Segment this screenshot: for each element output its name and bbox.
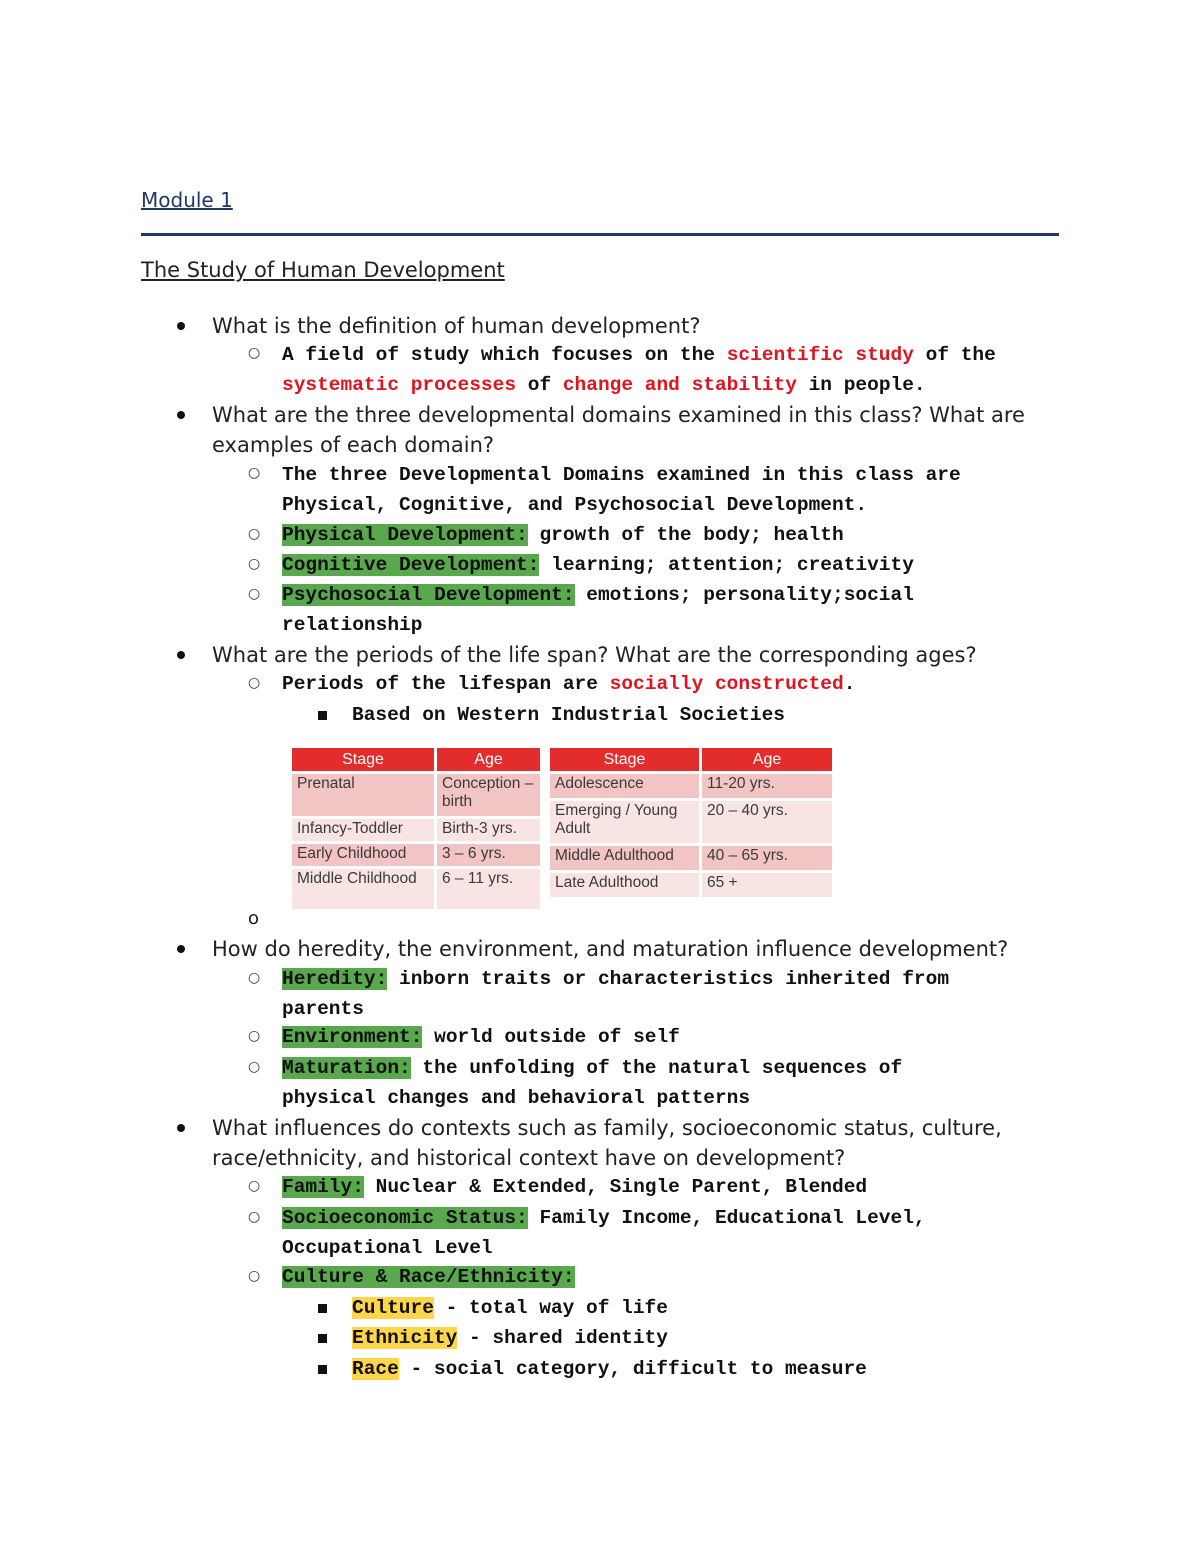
bullet-dot — [177, 411, 185, 419]
bullet-circle: ○ — [248, 1028, 261, 1044]
bullet-square — [318, 1304, 327, 1313]
bullet-circle: ○ — [248, 1059, 261, 1075]
table-row: Adolescence 11-20 yrs. — [550, 774, 832, 798]
bullet-square — [318, 1365, 327, 1374]
maturation-item: Maturation: the unfolding of the natural sequences of physical changes and behavioral patterns — [282, 1057, 914, 1109]
bullet-square — [318, 1334, 327, 1343]
module-heading: Module 1 — [141, 188, 233, 212]
bullet-circle: ○ — [248, 1268, 261, 1284]
col-stage: Stage — [550, 748, 699, 771]
question-3: What are the periods of the life span? What are the corresponding ages? — [212, 643, 977, 667]
table-row: Late Adulthood 65 + — [550, 873, 832, 897]
culture-sub: Culture - total way of life — [352, 1297, 668, 1319]
question-2: What are the three developmental domains examined in this class? What are examples of each domain? — [212, 403, 1025, 457]
section-title: The Study of Human Development — [141, 258, 505, 282]
heading-divider — [141, 233, 1059, 236]
race-sub: Race - social category, difficult to measure — [352, 1358, 867, 1380]
table-row: Middle Childhood 6 – 11 yrs. — [292, 869, 540, 909]
col-age: Age — [702, 748, 832, 771]
bullet-circle: ○ — [248, 526, 261, 542]
answer-3-sub: Based on Western Industrial Societies — [352, 704, 785, 726]
bullet-circle: ○ — [248, 556, 261, 572]
bullet-circle: ○ — [248, 675, 261, 691]
bullet-circle: ○ — [248, 1178, 261, 1194]
lifespan-table-right — [547, 745, 835, 900]
bullet-circle: ○ — [248, 345, 261, 361]
bullet-dot — [177, 322, 185, 330]
answer-3: Periods of the lifespan are socially constructed. — [282, 673, 856, 695]
question-5: What influences do contexts such as family, socioeconomic status, culture, race/ethnicity, and historical context have on development? — [212, 1116, 1002, 1170]
bullet-dot — [177, 651, 185, 659]
ses-item: Socioeconomic Status: Family Income, Educational Level, Occupational Level — [282, 1207, 938, 1259]
bullet-circle: ○ — [248, 465, 261, 481]
bullet-circle: ○ — [248, 1209, 261, 1225]
environment-item: Environment: world outside of self — [282, 1026, 680, 1048]
lifespan-table-left — [289, 745, 543, 912]
table-row: Infancy-Toddler Birth-3 yrs. — [292, 819, 540, 841]
table-row: Emerging / Young Adult 20 – 40 yrs. — [550, 801, 832, 843]
question-4: How do heredity, the environment, and maturation influence development? — [212, 937, 1009, 961]
answer-1: A field of study which focuses on the scientific study of the systematic processes of change and stability in people. — [282, 344, 1008, 396]
ethnicity-sub: Ethnicity - shared identity — [352, 1327, 668, 1349]
culture-race-item: Culture & Race/Ethnicity: — [282, 1266, 575, 1288]
answer-2-intro: The three Developmental Domains examined in this class are Physical, Cognitive, and Psychosocial Development. — [282, 464, 973, 516]
col-age: Age — [437, 748, 540, 771]
bullet-dot — [177, 945, 185, 953]
col-stage: Stage — [292, 748, 434, 771]
bullet-square — [318, 711, 327, 720]
domain-cognitive: Cognitive Development: learning; attention; creativity — [282, 554, 914, 576]
table-row: Middle Adulthood 40 – 65 yrs. — [550, 846, 832, 870]
domain-physical: Physical Development: growth of the body; health — [282, 524, 844, 546]
question-1: What is the definition of human development? — [212, 314, 701, 338]
family-item: Family: Nuclear & Extended, Single Parent, Blended — [282, 1176, 868, 1198]
bullet-dot — [177, 1124, 185, 1132]
domain-psychosocial: Psychosocial Development: emotions; personality;social relationship — [282, 584, 926, 636]
bullet-circle: ○ — [248, 970, 261, 986]
empty-list-marker: o — [248, 908, 260, 929]
table-row: Early Childhood 3 – 6 yrs. — [292, 844, 540, 866]
table-row: Prenatal Conception – birth — [292, 774, 540, 816]
heredity-item: Heredity: inborn traits or characteristics inherited from parents — [282, 968, 961, 1020]
bullet-circle: ○ — [248, 586, 261, 602]
